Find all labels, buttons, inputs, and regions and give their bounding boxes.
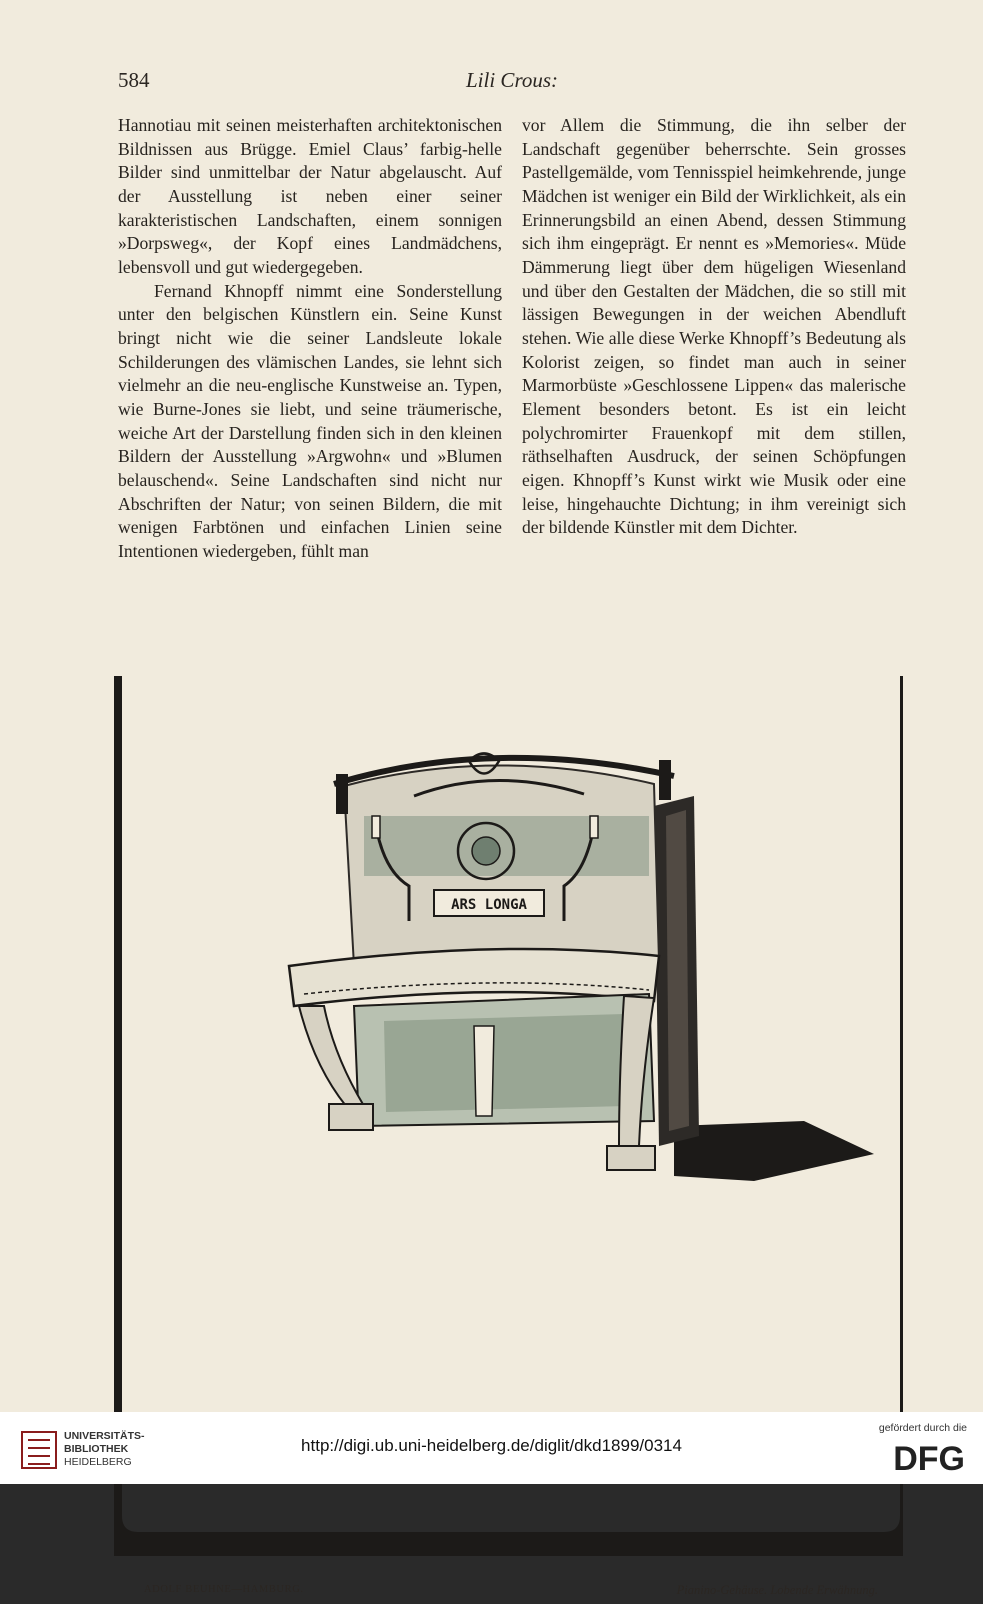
upper-panel-shading — [364, 816, 649, 876]
right-column — [522, 114, 906, 540]
institution-line: UNIVERSITÄTS- — [64, 1430, 145, 1442]
floor-shadow — [674, 1121, 874, 1181]
digitization-footer — [0, 1412, 983, 1484]
piano-side-inset — [666, 810, 689, 1131]
left-candle — [372, 816, 380, 838]
page-number: 584 — [118, 68, 150, 92]
funding-note: gefördert durch die — [878, 1422, 967, 1434]
body-text — [118, 114, 906, 644]
paragraph: vor Allem die Stimmung, die ihn selber der Landschaft gegenüber beherrschte. Sein grosses Pastellgemälde, vom Tennisspiel heimkehrende, junge Mädchen ist weniger ein Bild der Wirklichkeit, als ein Erinnerungsbild an einen Abend, dessen Stimmung sich ihm eingeprägt. Er nennt es »Memories«. Müde Dämmerung liegt über dem hügeligen Wiesenland und über den Gestalten der Mädchen, die so still mit lässigen Bewegungen in der weichen Abendluft stehen. Wie alle diese Werke Khnopff’s Bedeutung als Kolorist zeigen, so findet man auch in seiner Marmorbüste »Geschlossene Lippen« das malerische Element besonders betont. Es ist ein leicht polychromirter Frauenkopf mit dem stillen, räthselhaften Ausdruck, der seinen Schöpfungen eigen. Khnopff’s Kunst wirkt wie Musik oder eine leise, hingehauchte Dichtung; in ihm vereinigt sich der bildende Künstler mit dem Dichter. — [522, 115, 906, 538]
figure-caption — [118, 1584, 878, 1604]
inscription-text: ARS LONGA — [451, 897, 527, 913]
plate-bottom-band — [114, 1532, 903, 1556]
paragraph: Hannotiau mit seinen meisterhaften architektonischen Bildnissen aus Brügge. Emiel Claus’ farbig-helle Bilder sind unmittelbar der Natur abgelauscht. Auf der Ausstellung ist neben einer seiner karakteristischen Landschaften, einem sonnigen »Dorpsweg«, der Kopf eines Landmädchens, lebensvoll und gut wiedergegeben. — [118, 115, 502, 277]
flower-centre — [472, 837, 500, 865]
institution-line: HEIDELBERG — [64, 1456, 132, 1468]
left-column — [118, 114, 502, 563]
caption-maker: ADOLF BEUHNE—HAMBURG. — [144, 1584, 304, 1595]
paragraph: Fernand Khnopff nimmt eine Sonderstellung unter den belgischen Künstlern ein. Seine Kunst bringt nicht wie die seiner Landsleute lokale Schilderungen des vlämischen Landes, sie lehnt sich vielmehr an die neu-englische Kunstweise an. Typen, wie Burne-Jones sie liebt, und seine träumerische, weiche Art der Darstellung finden sich in den kleinen Bildern der Ausstellung »Argwohn« und »Blumen belauschend«. Seine Landschaften sind nicht nur Abschriften der Natur; von seinen Bildern, die mit wenigen Farbtönen und einfachen Linien seine Intentionen wiedergeben, fühlt man — [118, 280, 502, 561]
dfg-logo-text: DFG — [893, 1440, 965, 1474]
running-head: Lili Crous: — [466, 68, 558, 92]
right-finial — [659, 760, 671, 800]
page-header — [118, 68, 906, 94]
centre-pilaster — [474, 1026, 494, 1116]
permalink-url[interactable]: http://digi.ub.uni-heidelberg.de/diglit/dkd1899/0314 — [301, 1436, 682, 1455]
left-finial — [336, 774, 348, 814]
caption-title: Pianino-Gehäuse. Lobende Erwähnung. — [676, 1583, 878, 1597]
dfg-logo-icon — [877, 1440, 967, 1474]
left-foot — [329, 1104, 373, 1130]
right-foot — [607, 1146, 655, 1170]
right-candle — [590, 816, 598, 838]
institution-line: BIBLIOTHEK — [64, 1443, 129, 1455]
lower-panel-shading — [384, 1014, 626, 1112]
